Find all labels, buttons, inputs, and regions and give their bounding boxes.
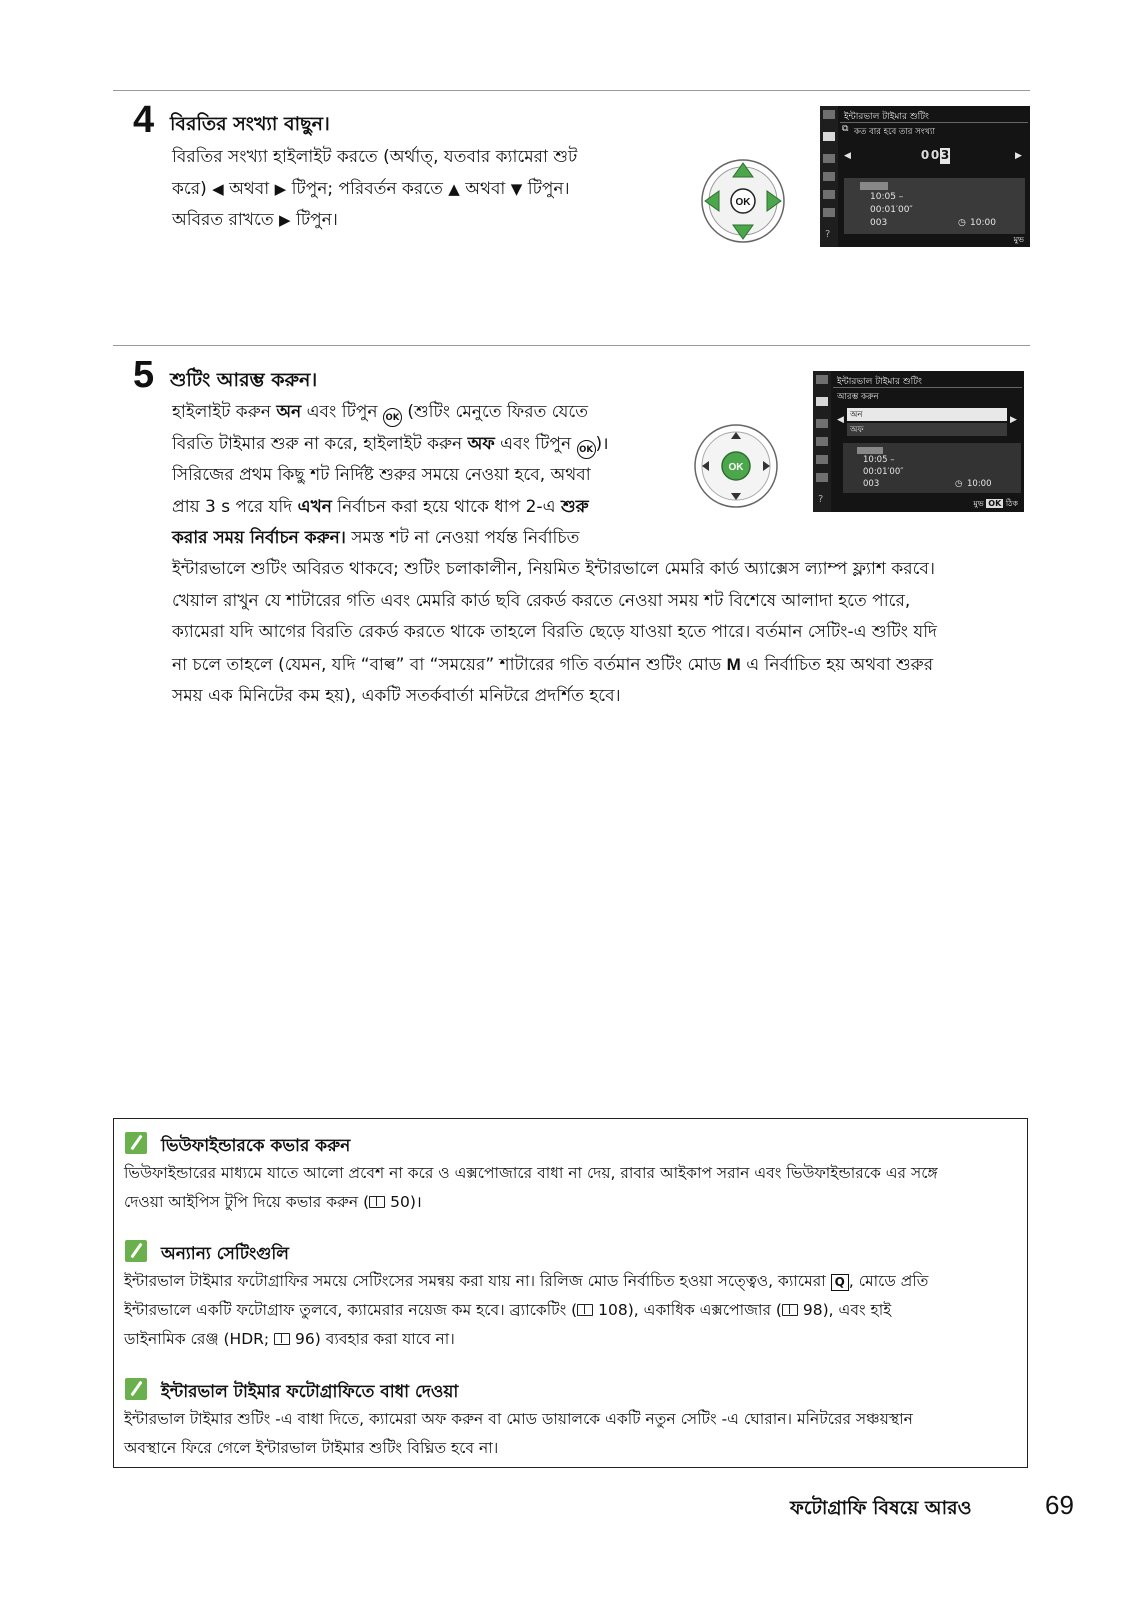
playback-menu-icon	[823, 110, 835, 119]
mode-m-label: M	[726, 654, 741, 674]
step-4-number: 4	[133, 99, 155, 141]
option-on[interactable]: অন	[847, 408, 1007, 421]
step-5-line-1: হাইলাইট করুন অন এবং টিপুন OK (শুটিং মেনুতে ফিরত যেতে	[172, 397, 662, 429]
step-5-body-bottom	[172, 554, 1022, 713]
left-arrow-icon: ◀	[837, 415, 844, 425]
digit-units: 3	[940, 148, 950, 162]
shooting-menu-icon	[816, 397, 828, 406]
right-arrow-icon: ▶	[1010, 415, 1017, 425]
shot-count: 003	[863, 479, 880, 489]
step-5-line-8: ক্যামেরা যদি আগের বিরতি রেকর্ড করতে থাকে তাহলে বিরতি ছেড়ে যাওয়া হতে পারে। বর্তমান সেটিং-এ শুটিং যদি	[172, 622, 937, 642]
summary-panel	[844, 178, 1025, 234]
my-menu-icon	[816, 473, 828, 482]
ok-key-badge: OK	[988, 499, 1002, 508]
step-5-line-2: বিরতি টাইমার শুরু না করে, হাইলাইট করুন অফ এবং টিপুন OK )।	[172, 429, 662, 461]
note-3-text: ইন্টারভাল টাইমার শুটিং -এ বাধা দিতে, ক্যামেরা অফ করুন বা মোড ডায়ালকে একটি নতুন সেটিং -এ ঘোরান। মনিটরের সঞ্চয়স্থান অবস্থানে ফিরে গেলে ইন্টারভাল টাইমার শুটিং বিঘ্নিত হবে না।	[124, 1410, 913, 1457]
step-5-body-top	[172, 397, 662, 555]
quiet-mode-q-icon: Q	[831, 1274, 849, 1291]
step-5-line-3: সিরিজের প্রথম কিছু শট নির্দিষ্ট শুরুর সময়ে নেওয়া হবে, অথবা	[172, 465, 591, 485]
step-5-line-4: প্রায় 3 s পরে যদি এখন নির্বাচন করা হয়ে থাকে ধাপ 2-এ শুরু	[172, 496, 589, 517]
down-arrow-icon: ▼	[510, 179, 523, 198]
note-1-text: ভিউফাইন্ডারের মাধ্যমে যাতে আলো প্রবেশ না করে ও এক্সপোজারে বাধা না দেয়, রাবার আইকাপ সরান এবং ভিউফাইন্ডারকে এর সঙ্গে দেওয়া আইপিস টুপি দিয়ে কভার করুন ( 50)।	[124, 1164, 938, 1211]
note-1-title: ভিউফাইন্ডারকে কভার করুন	[161, 1136, 351, 1156]
clock-value: 10:00	[967, 479, 992, 489]
title-divider	[840, 122, 1028, 123]
page-reference-icon	[369, 1196, 385, 1208]
note-3-title: ইন্টারভাল টাইমার ফটোগ্রাফিতে বাধা দেওয়া	[161, 1382, 459, 1402]
up-arrow-icon: ▲	[448, 179, 460, 198]
setup-menu-icon	[823, 172, 835, 181]
right-arrow-icon: ▶	[274, 179, 287, 198]
help-icon: ?	[825, 229, 831, 240]
top-rule	[113, 90, 1030, 91]
note-2-text: ইন্টারভাল টাইমার ফটোগ্রাফির সময়ে সেটিংসের সমন্বয় করা যায় না। রিলিজ মোড নির্বাচিত হওয়া সত্ত্বেও, ক্যামেরা Q , মোডে প্রতি ইন্টারভালে একটি ফটোগ্রাফ তুলবে, ক্যামেরার নয়েজ কম হবে। ব্র্যাকেটিং ( 108), একাধিক এক্সপোজার ( 98), এবং হাই ডাইনামিক রেঞ্জ (HDR; 96) ব্যবহার করা যাবে না।	[124, 1272, 929, 1348]
custom-settings-icon	[816, 419, 828, 428]
step-4-title: বিরতির সংখ্যা বাছুন।	[170, 113, 330, 135]
ok-button-icon: OK	[577, 440, 596, 459]
ok-label: OK	[735, 197, 751, 208]
step-4-body	[172, 142, 672, 237]
multi-selector-icon	[700, 158, 786, 244]
right-arrow-icon: ▶	[1015, 151, 1022, 161]
ok-button-icon: OK	[383, 408, 402, 427]
note-2-title: অন্যান্য সেটিংগুলি	[161, 1244, 289, 1264]
mode-badge	[860, 182, 888, 190]
camera-screen-interval-count	[820, 106, 1030, 247]
clock-icon: ◷	[955, 479, 963, 489]
footer-move-hint: মুভ	[1013, 235, 1024, 244]
step-5-rule	[113, 345, 1030, 346]
screen-subtitle: কত বার হবে তার সংখ্যা	[854, 127, 935, 137]
page-reference-icon	[782, 1304, 798, 1316]
custom-settings-icon	[823, 154, 835, 163]
screen-subtitle: আরম্ভ করুন	[837, 392, 879, 402]
section-name: ফটোগ্রাফি বিষয়ে আরও	[790, 1497, 972, 1519]
left-arrow-icon: ◀	[212, 179, 224, 198]
my-menu-icon	[823, 208, 835, 217]
retouch-menu-icon	[823, 190, 835, 199]
step-4-line-3: অবিরত রাখতে ▶ টিপুন।	[172, 210, 338, 230]
step-5-line-5: করার সময় নির্বাচন করুন। সমস্ত শট না নেওয়া পর্যন্ত নির্বাচিত	[172, 528, 580, 548]
camera-screen-start-shooting	[813, 371, 1024, 512]
step-5-line-10: সময় এক মিনিটের কম হয়), একটি সতর্কবার্তা মনিটরে প্রদর্শিত হবে।	[172, 686, 621, 706]
clock-value: 10:00	[970, 218, 996, 228]
ok-label: OK	[728, 462, 744, 473]
count-digits	[920, 148, 950, 164]
setup-menu-icon	[816, 437, 828, 446]
shot-count: 003	[870, 218, 888, 228]
mode-badge	[857, 447, 883, 454]
page-reference-icon	[274, 1333, 290, 1345]
start-time: 10:05 –	[870, 192, 904, 202]
step-5-number: 5	[133, 354, 155, 396]
interval-value: 00:01′00″	[863, 467, 904, 477]
clock-icon: ◷	[958, 218, 966, 228]
subtitle-icon: ⧉	[842, 124, 849, 134]
retouch-menu-icon	[816, 455, 828, 464]
step-5-line-7: খেয়াল রাখুন যে শাটারের গতি এবং মেমরি কার্ড ছবি রেকর্ড করতে নেওয়া সময় শট বিশেষে আলাদা হতে পারে,	[172, 590, 911, 611]
digit-tens: 0	[930, 148, 940, 162]
page-reference-icon	[577, 1304, 593, 1316]
playback-menu-icon	[816, 375, 828, 384]
page-number: 69	[1045, 1490, 1074, 1520]
step-5-line-6: ইন্টারভালে শুটিং অবিরত থাকবে; শুটিং চলাকালীন, নিয়মিত ইন্টারভালে মেমরি কার্ড অ্যাক্সেস ল্যাম্প ফ্ল্যাশ করবে।	[172, 559, 935, 579]
step-5-title: শুটিং আরম্ভ করুন।	[170, 369, 318, 391]
step-5-line-9: না চলে তাহলে (যেমন, যদি “বাল্ব” বা “সময়ের” শাটারের গতি বর্তমান শুটিং মোড M এ নির্বাচিত হয় অথবা শুরুর	[172, 654, 934, 675]
notes-box	[113, 1118, 1028, 1468]
multi-selector-ok-icon	[693, 423, 779, 509]
start-time: 10:05 –	[863, 455, 895, 465]
shooting-menu-icon	[823, 132, 835, 141]
interval-value: 00:01′00″	[870, 205, 913, 215]
pencil-note-icon	[125, 1378, 147, 1400]
summary-panel	[843, 443, 1021, 493]
step-4-line-2: করে) ◀ অথবা ▶ টিপুন; পরিবর্তন করতে ▲ অথবা ▼ টিপুন।	[172, 178, 570, 199]
left-arrow-icon: ◀	[844, 151, 851, 161]
menu-side-bar	[813, 371, 831, 512]
digit-hundreds: 0	[920, 148, 930, 162]
step-4-line-1: বিরতির সংখ্যা হাইলাইট করতে (অর্থাত্, যতবার ক্যামেরা শুট	[172, 147, 578, 167]
right-arrow-icon: ▶	[279, 211, 291, 229]
title-divider	[833, 387, 1022, 388]
screen-title: ইন্টারভাল টাইমার শুটিং	[844, 112, 929, 122]
footer-hints	[973, 498, 1018, 511]
pencil-note-icon	[125, 1132, 147, 1154]
move-hint: মুভ	[973, 499, 984, 508]
pencil-note-icon	[125, 1240, 147, 1262]
ok-hint: ঠিক	[1005, 499, 1018, 508]
help-icon: ?	[818, 494, 824, 505]
screen-title: ইন্টারভাল টাইমার শুটিং	[837, 377, 922, 387]
option-off[interactable]: অফ	[847, 423, 1007, 436]
menu-side-bar	[820, 106, 838, 247]
